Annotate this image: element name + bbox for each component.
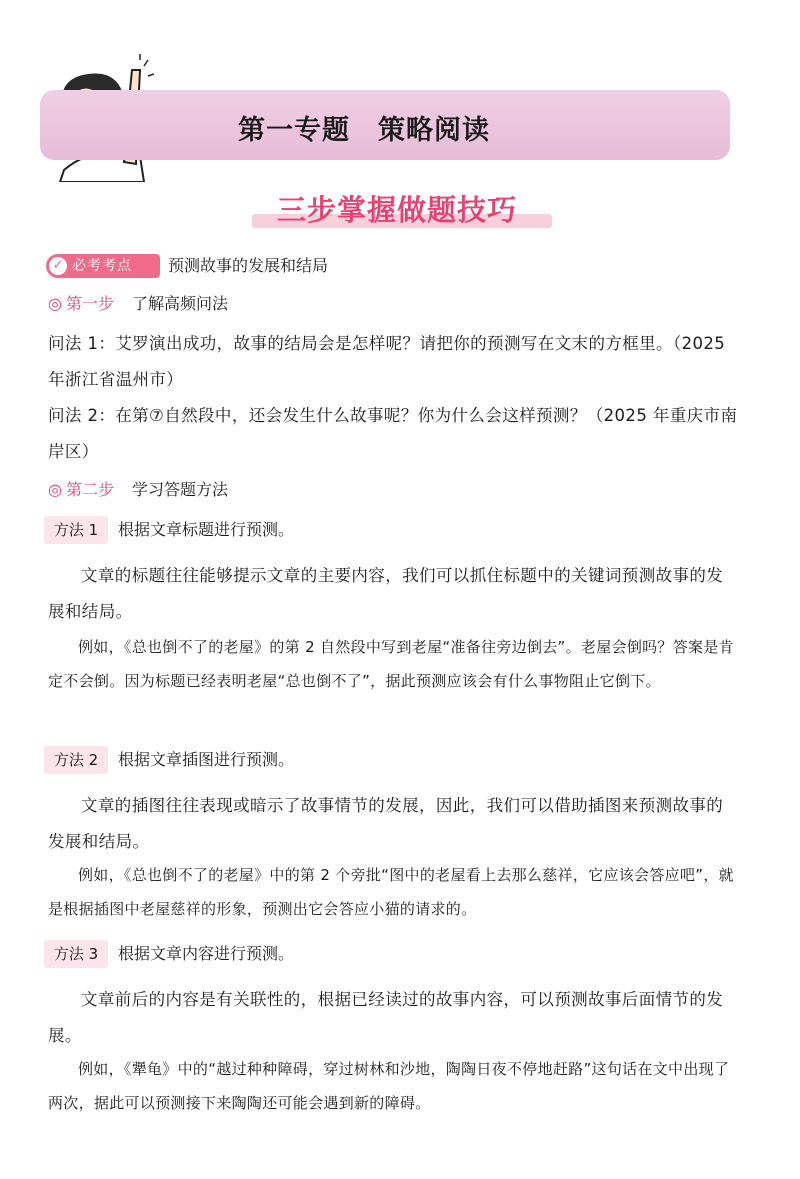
- method-3-tag: 方法 3: [44, 940, 108, 968]
- method-1-example: 例如，《总也倒不了的老屋》的第 2 自然段中写到老屋“准备往旁边倒去”。老屋会倒吗？答案是肯定不会倒。因为标题已经表明老屋“总也倒不了”，据此预测应该会有什么事物阻止它倒下。: [48, 638, 734, 690]
- subtitle-block: [242, 188, 552, 232]
- step-1-label: 第一步: [65, 294, 114, 313]
- step-1-heading: [48, 292, 228, 316]
- method-1-body: 文章的标题往往能够提示文章的主要内容，我们可以抓住标题中的关键词预测故事的发展和结局。: [48, 566, 724, 621]
- method-1-title: 根据文章标题进行预测。: [118, 520, 295, 539]
- method-2-title: 根据文章插图进行预测。: [118, 750, 295, 769]
- method-3-example: 例如，《犟龟》中的“越过种种障碍，穿过树林和沙地，陶陶日夜不停地赶路”这句话在文中出现了两次，据此可以预测接下来陶陶还可能会遇到新的障碍。: [48, 1060, 730, 1112]
- method-2-example: 例如，《总也倒不了的老屋》中的第 2 个旁批“图中的老屋看上去那么慈祥，它应该会答应吧”，就是根据插图中老屋慈祥的形象，预测出它会答应小猫的请求的。: [48, 866, 734, 918]
- step-1-text: 了解高频问法: [131, 294, 228, 313]
- method-1-tag: 方法 1: [44, 516, 108, 544]
- step-2-heading: [48, 478, 228, 502]
- key-point-badge-label: 必考考点: [72, 258, 132, 274]
- method-3-body: 文章前后的内容是有关联性的，根据已经读过的故事内容，可以预测故事后面情节的发展。: [48, 990, 724, 1045]
- check-icon: ✓: [49, 257, 67, 275]
- page-title: 第一专题 策略阅读: [238, 115, 490, 146]
- step-2-text: 学习答题方法: [131, 480, 228, 499]
- key-point-text: 预测故事的发展和结局: [168, 256, 329, 275]
- question-1: 问法 1：艾罗演出成功，故事的结局会是怎样呢？请把你的预测写在文末的方框里。（2025 年浙江省温州市）: [48, 334, 726, 389]
- method-2-tag: 方法 2: [44, 746, 108, 774]
- subtitle: 三步掌握做题技巧: [276, 193, 517, 227]
- key-point-badge: [46, 254, 160, 278]
- method-2-body: 文章的插图往往表现或暗示了故事情节的发展，因此，我们可以借助插图来预测故事的发展和结局。: [48, 796, 724, 851]
- step-2-label: 第二步: [65, 480, 114, 499]
- question-2: 问法 2：在第⑦自然段中，还会发生什么故事呢？你为什么会这样预测？（2025 年重庆市南岸区）: [48, 406, 738, 461]
- method-3-title: 根据文章内容进行预测。: [118, 944, 295, 963]
- circle-bullet-icon: ◎: [48, 480, 62, 499]
- circle-bullet-icon: ◎: [48, 294, 62, 313]
